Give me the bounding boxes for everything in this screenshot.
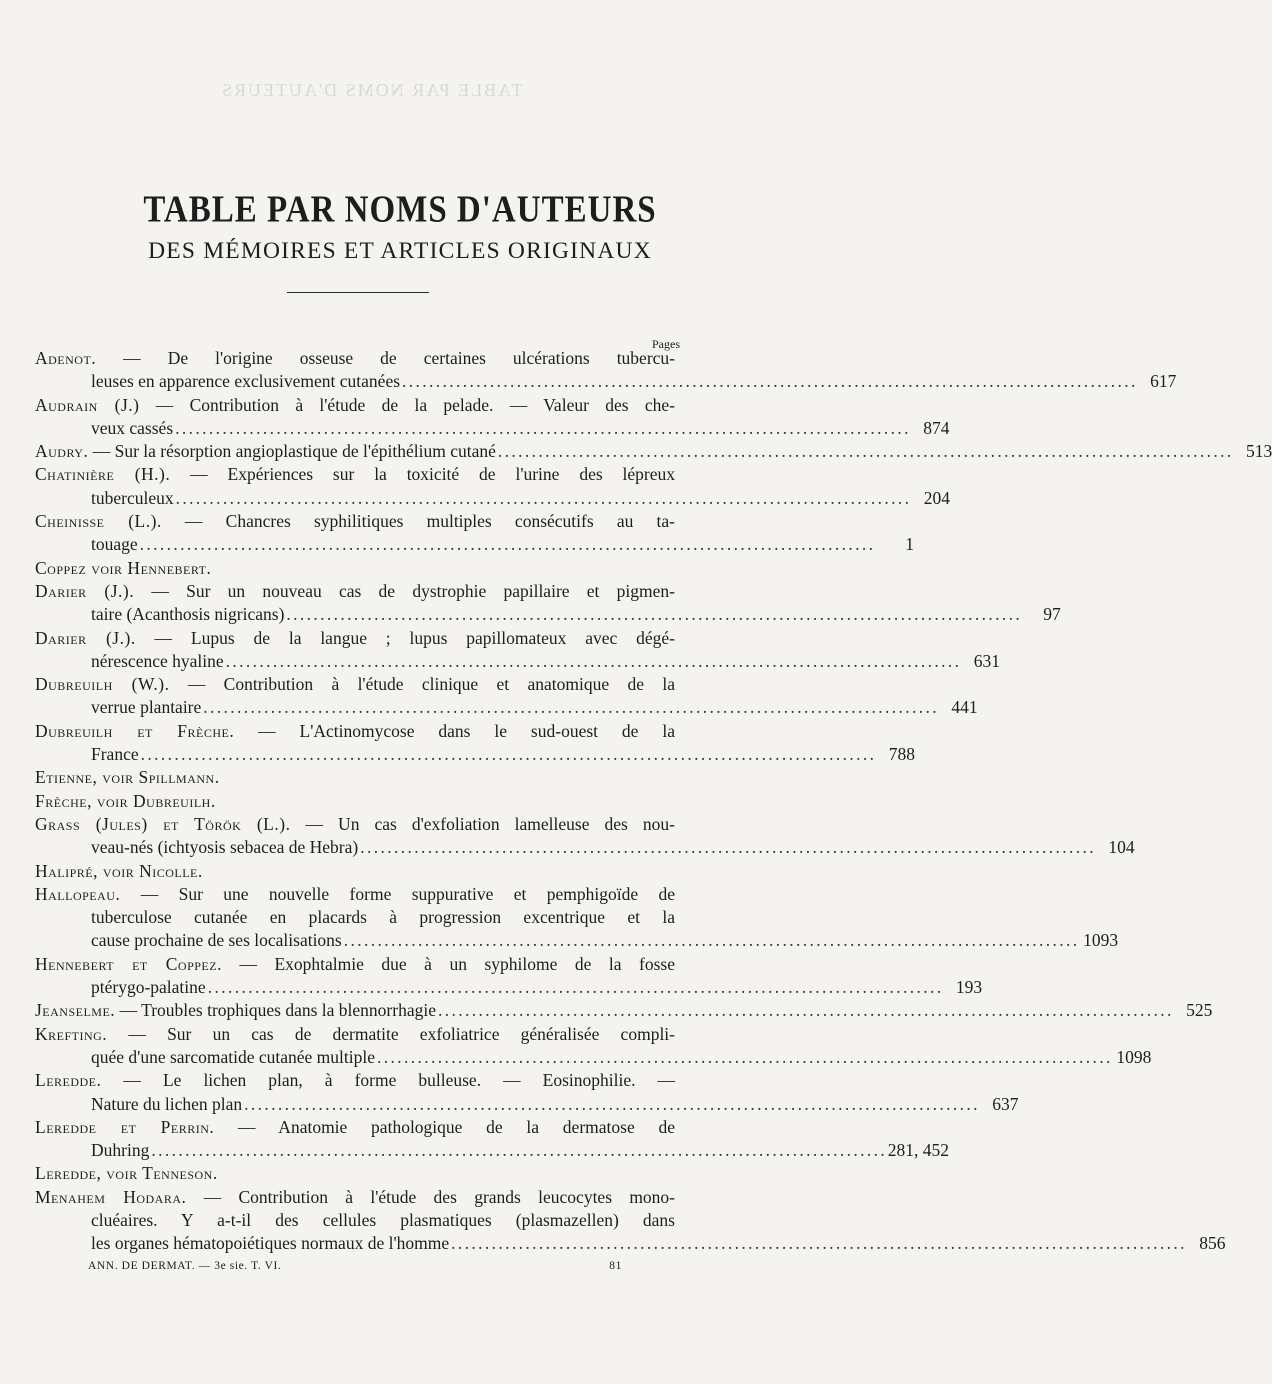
index-line <box>35 1093 1019 1116</box>
author-name: Darier (J.). <box>35 627 136 648</box>
author-name: Dubreuilh et Frèche. <box>35 720 235 741</box>
author-name: Halipré, voir Nicolle. <box>35 860 203 881</box>
index-line-text <box>35 557 211 580</box>
author-name: Cheinisse (L.). <box>35 511 162 532</box>
pages-column-label: Pages <box>652 337 680 351</box>
index-line-text <box>91 906 675 929</box>
index-line-text <box>35 1116 675 1139</box>
entry-text: cause prochaine de ses localisations <box>91 930 342 951</box>
index-line-text <box>35 1069 675 1092</box>
dot-leader <box>244 1093 976 1116</box>
index-line-text <box>91 417 173 440</box>
author-name: Leredde. <box>35 1070 102 1091</box>
entry-text: touage <box>91 534 138 555</box>
index-line-text <box>91 1093 242 1116</box>
page-number: 193 <box>955 977 983 998</box>
dot-leader <box>360 836 1092 859</box>
index-line <box>35 370 1177 393</box>
index-line <box>35 1046 1152 1069</box>
index-line-text <box>35 953 675 976</box>
entry-text: — Exophtalmie due à un syphilome de la fosse <box>221 953 675 974</box>
index-line-text <box>35 463 675 486</box>
page-number: 441 <box>951 697 978 718</box>
index-line <box>35 1139 949 1162</box>
entry-text: tuberculeux <box>91 487 174 508</box>
index-line <box>35 1116 675 1139</box>
index-line-text <box>91 370 400 393</box>
dot-leader <box>286 603 1018 626</box>
page-footer <box>88 1260 622 1272</box>
index-line-text <box>91 836 358 859</box>
entry-text: — Chancres syphilitiques multiples consécutifs au ta- <box>161 511 675 532</box>
dot-leader <box>226 650 958 673</box>
entry-text: — Lupus de la langue ; lupus papillomateux avec dégé- <box>135 627 675 648</box>
index-line-text <box>35 1162 218 1185</box>
index-line-text <box>35 347 675 370</box>
page-number: 631 <box>973 650 1001 671</box>
dot-leader <box>344 929 1076 952</box>
dot-leader <box>402 370 1134 393</box>
index-line <box>35 836 1135 859</box>
index-line-text <box>35 790 216 813</box>
title-rule <box>287 292 429 293</box>
index-line <box>35 976 983 999</box>
author-name: Krefting. <box>35 1023 108 1044</box>
page-number: 1093 <box>1083 930 1119 951</box>
index-line-text <box>91 603 284 626</box>
author-name: Adenot. <box>35 348 97 368</box>
index-line-text <box>35 440 496 463</box>
dot-leader <box>176 487 908 510</box>
index-line-text <box>35 394 675 417</box>
index-line-text <box>91 696 201 719</box>
entry-text: — L'Actinomycose dans le sud-ouest de la <box>234 720 675 741</box>
index-line <box>35 1069 675 1092</box>
entry-text: verrue plantaire <box>91 697 202 718</box>
entry-text: veux cassés <box>91 417 174 438</box>
index-line-text <box>91 487 174 510</box>
dot-leader <box>175 417 907 440</box>
entry-text: — Contribution à l'étude des grands leucocytes mono- <box>186 1186 676 1207</box>
index-line-text <box>91 1139 149 1162</box>
index-line <box>35 557 675 580</box>
index-line <box>35 743 915 766</box>
index-line <box>35 790 675 813</box>
footer-journal: ANN. DE DERMAT. — 3e sie. T. VI. <box>88 1260 282 1272</box>
index-line <box>35 673 675 696</box>
index-line <box>35 883 675 906</box>
index-line <box>35 487 950 510</box>
index-line-text <box>91 533 138 556</box>
dot-leader <box>203 696 935 719</box>
index-line-text <box>35 766 220 789</box>
index-line <box>35 510 675 533</box>
entry-text: — Le lichen plan, à forme bulleuse. — Eosinophilie. — <box>101 1070 675 1091</box>
index-line-text <box>91 1232 449 1255</box>
index-line <box>35 1162 675 1185</box>
page-title: TABLE PAR NOMS D'AUTEURS <box>143 189 657 231</box>
index-line-text <box>35 813 675 836</box>
entry-text: — Contribution à l'étude de la pelade. — Valeur des che- <box>139 394 675 415</box>
entry-text: Duhring <box>91 1140 150 1161</box>
author-name: Etienne, voir Spillmann. <box>35 767 220 788</box>
index-line-text <box>35 1023 675 1046</box>
author-name: Audry. <box>35 441 89 462</box>
bleed-through-text: TABLE PAR NOMS D'AUTEURS <box>220 80 523 100</box>
index-line <box>35 463 675 486</box>
index-line-text <box>35 580 675 603</box>
index-line-text <box>35 1186 675 1209</box>
author-name: Menahem Hodara. <box>35 1186 187 1207</box>
entry-text: — Un cas d'exfoliation lamelleuse des nou- <box>290 813 675 834</box>
entry-text: — Sur une nouvelle forme suppurative et pemphigoïde de <box>120 883 675 904</box>
index-line-text <box>35 720 675 743</box>
author-name: Hennebert et Coppez. <box>35 953 222 974</box>
index-line <box>35 929 1119 952</box>
page-number: 513 <box>1245 441 1272 462</box>
dot-leader <box>451 1232 1183 1255</box>
index-line <box>35 860 675 883</box>
index-line <box>35 627 675 650</box>
index-line <box>35 906 675 929</box>
index-line <box>35 953 675 976</box>
dot-leader <box>151 1139 883 1162</box>
index-line <box>35 650 1001 673</box>
entry-text: France <box>91 744 139 765</box>
author-name: Grass (Jules) et Török (L.). <box>35 813 291 834</box>
page-number: 617 <box>1150 371 1177 392</box>
index-line-text <box>91 976 206 999</box>
index-line <box>35 533 915 556</box>
dot-leader <box>438 999 1170 1022</box>
dot-leader <box>498 440 1230 463</box>
index-line <box>35 580 675 603</box>
index-line <box>35 766 675 789</box>
entry-text: les organes hématopoiétiques normaux de l'homme <box>91 1233 450 1254</box>
page-number: 281, 452 <box>887 1140 949 1161</box>
author-name: Audrain (J.) <box>35 394 140 415</box>
author-name: Darier (J.). <box>35 580 135 601</box>
author-index-list <box>35 347 1272 1256</box>
index-line <box>35 999 1213 1022</box>
dot-leader <box>377 1046 1109 1069</box>
page-number: 788 <box>888 744 915 765</box>
page-number: 1 <box>905 534 915 555</box>
entry-text: — Expériences sur la toxicité de l'urine des lépreux <box>170 464 675 485</box>
entry-text: veau-nés (ichtyosis sebacea de Hebra) <box>91 837 359 858</box>
author-name: Leredde, voir Tenneson. <box>35 1163 218 1184</box>
entry-text: — Sur un cas de dermatite exfoliatrice généralisée compli- <box>107 1023 675 1044</box>
entry-text: — De l'origine osseuse de certaines ulcérations tubercu- <box>96 348 675 368</box>
author-name: Chatinière (H.). <box>35 464 171 485</box>
page-number: 525 <box>1186 1000 1213 1021</box>
page-number: 1098 <box>1116 1046 1152 1067</box>
entry-text: — Anatomie pathologique de la dermatose de <box>214 1116 675 1137</box>
author-name: Dubreuilh (W.). <box>35 674 170 695</box>
index-line <box>35 417 950 440</box>
index-line-text <box>91 650 224 673</box>
index-line-text <box>35 673 675 696</box>
index-line-text <box>91 1209 675 1232</box>
index-line-text <box>35 627 675 650</box>
entry-text: tuberculose cutanée en placards à progression excentrique et la <box>91 907 675 928</box>
author-name: Leredde et Perrin. <box>35 1116 215 1137</box>
index-line <box>35 1209 675 1232</box>
index-line <box>35 603 1061 626</box>
index-line-text <box>35 510 675 533</box>
index-line-text <box>35 860 203 883</box>
entry-text: — Sur un nouveau cas de dystrophie papillaire et pigmen- <box>134 580 675 601</box>
index-line-text <box>91 743 139 766</box>
page-subtitle: DES MÉMOIRES ET ARTICLES ORIGINAUX <box>148 238 652 264</box>
entry-text: — Troubles trophiques dans la blennorrhagie <box>115 1000 436 1021</box>
entry-text: ptérygo-palatine <box>91 977 206 998</box>
page-number: 204 <box>923 487 950 508</box>
entry-text: — Contribution à l'étude clinique et anatomique de la <box>169 674 675 695</box>
page-number: 104 <box>1108 837 1135 858</box>
page-number: 97 <box>1043 604 1061 625</box>
index-line <box>35 696 978 719</box>
index-line <box>35 1023 675 1046</box>
entry-text: cluéaires. Y a-t-il des cellules plasmatiques (plasmazellen) dans <box>91 1209 675 1230</box>
author-name: Hallopeau. <box>35 883 121 904</box>
index-line <box>35 394 675 417</box>
index-line <box>35 1232 1226 1255</box>
dot-leader <box>141 743 873 766</box>
index-line <box>35 347 675 370</box>
entry-text: nérescence hyaline <box>91 650 224 671</box>
entry-text: quée d'une sarcomatide cutanée multiple <box>91 1046 376 1067</box>
page-number: 856 <box>1199 1233 1226 1254</box>
author-name: Frèche, voir Dubreuilh. <box>35 790 216 811</box>
page-number: 874 <box>923 417 950 438</box>
index-line <box>35 813 675 836</box>
entry-text: Nature du lichen plan <box>91 1093 243 1114</box>
index-line <box>35 440 1272 463</box>
footer-signature: 81 <box>609 1260 622 1272</box>
entry-text: taire (Acanthosis nigricans) <box>91 604 285 625</box>
entry-text: — Sur la résorption angioplastique de l'épithélium cutané <box>88 441 496 462</box>
page-number: 637 <box>992 1093 1019 1114</box>
index-line-text <box>91 1046 375 1069</box>
index-line-text <box>35 999 436 1022</box>
index-line <box>35 720 675 743</box>
author-name: Jeanselme. <box>35 1000 116 1021</box>
author-name: Coppez voir Hennebert. <box>35 557 212 578</box>
entry-text: leuses en apparence exclusivement cutanées <box>91 371 401 392</box>
index-line <box>35 1186 675 1209</box>
index-line-text <box>35 883 675 906</box>
dot-leader <box>140 533 872 556</box>
dot-leader <box>208 976 940 999</box>
index-line-text <box>91 929 342 952</box>
